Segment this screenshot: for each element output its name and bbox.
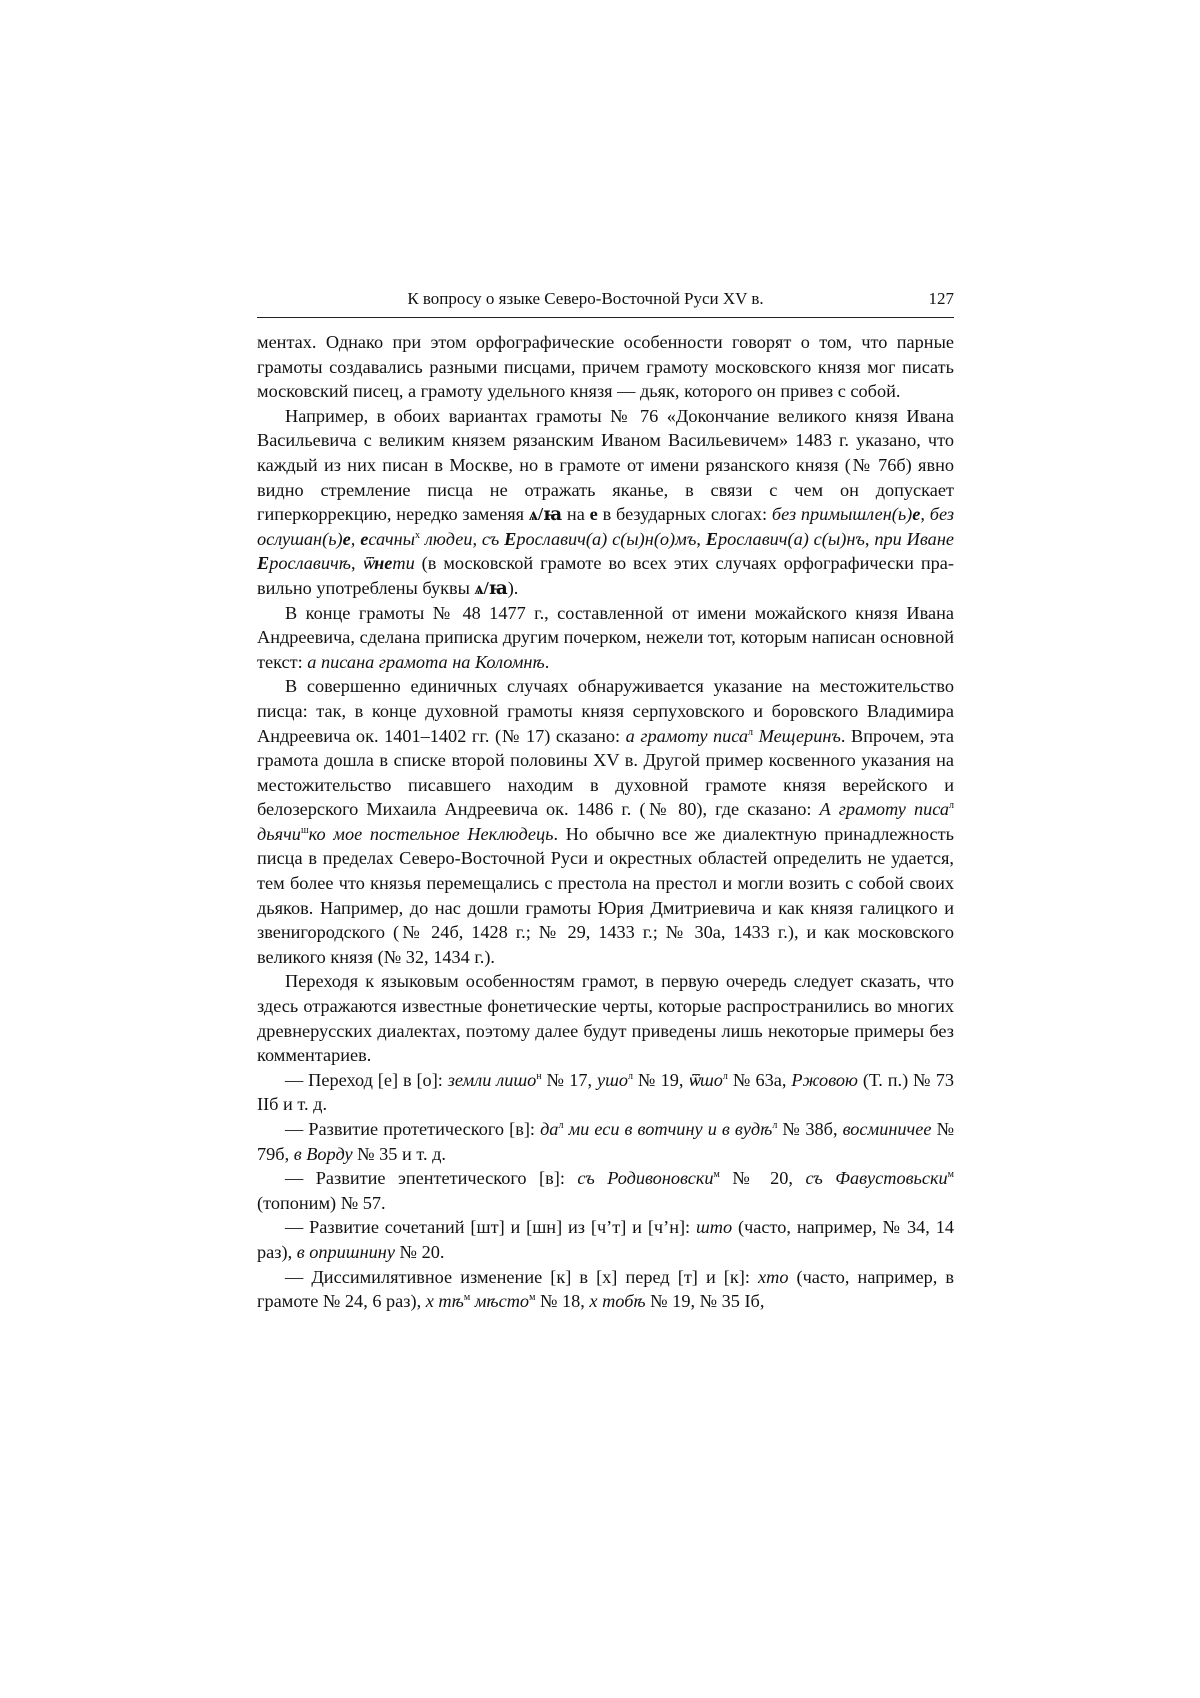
paragraph bbox=[257, 969, 954, 1067]
italic-citation: в Ворду bbox=[293, 1143, 353, 1164]
paragraph bbox=[257, 1166, 954, 1215]
text-run: — Переход [е] в [о]: bbox=[285, 1069, 448, 1090]
bold-italic-letter: Е bbox=[504, 528, 517, 549]
superscript-letter: л bbox=[748, 726, 754, 738]
text-run: в безударных слогах: bbox=[597, 504, 772, 525]
paragraph bbox=[257, 330, 954, 404]
italic-citation: съ Фавустовьски bbox=[805, 1168, 948, 1189]
text-run: № 79б, bbox=[257, 1119, 955, 1164]
running-title: К вопросу о языке Северо-Восточной Руси XV в. bbox=[407, 289, 764, 308]
text-run: № 19, № 35 Iб, bbox=[645, 1291, 765, 1312]
paragraph bbox=[257, 404, 954, 601]
bold-letter: ѧ/ꙗ bbox=[474, 577, 508, 598]
italic-citation: што bbox=[696, 1217, 733, 1238]
bold-italic-letter: не bbox=[374, 553, 393, 574]
italic-citation: Ржовою bbox=[791, 1069, 858, 1090]
text-run: В совершенно единичных случаях обнаруживается указание на местожительство писца: так, в конце духовной грамоты князя серпуховского и боровского Владимира Андреевича ок. 1401–1402 гг. (№ 17) сказано: bbox=[257, 676, 954, 746]
text-run: (в московской грамоте во всех этих случаях орфографически правильно употреблены буквы bbox=[257, 553, 955, 598]
text-run: . Впрочем, эта грамота дошла в списке второй половины XV в. Другой пример косвенного указания на местожительство писавшего находим в духовной грамоте князя верейского и белозерского Михаила Андреевича ок. 1486 г. (№ 80), где сказано: bbox=[257, 725, 954, 820]
bold-italic-letter: Е bbox=[257, 553, 270, 574]
text-run: № 20, bbox=[719, 1168, 806, 1189]
italic-citation: ушо bbox=[596, 1069, 629, 1090]
italic-citation: х тѣ bbox=[425, 1291, 464, 1312]
text-run: — Развитие эпентетического [в]: bbox=[285, 1168, 578, 1189]
superscript-letter: м bbox=[463, 1292, 471, 1304]
italic-citation: да bbox=[540, 1119, 559, 1139]
text-run: . bbox=[544, 651, 550, 672]
italic-citation: ѿ bbox=[362, 553, 375, 574]
text-run: № 38б, bbox=[777, 1119, 843, 1139]
text-run: на bbox=[562, 504, 590, 525]
italic-citation: а писана грамота на Коломнѣ bbox=[307, 651, 545, 672]
italic-citation: в опришнину bbox=[296, 1241, 395, 1262]
text-run: . Но обычно все же диалектную принадлежность писца в пределах Северо-Восточной Руси и окрестных областей определить не удается, тем более что князья перемещались с престола на престол и могли возить с собой своих дьяков. Например, до нас дошли грамоты Юрия Дмитриевича и как князя галицкого и звенигородского (№ 24б, 1428 г.; № 29, 1433 г.; № 30а, 1433 г.), и как московского великого князя (№ 32, 1434 г.). bbox=[257, 823, 954, 967]
text-run: (часто, например, № 34, 14 раз), bbox=[257, 1217, 955, 1262]
paragraph bbox=[257, 674, 954, 969]
italic-citation: ти bbox=[392, 553, 415, 574]
bold-letter: ѧ/ꙗ bbox=[528, 504, 563, 525]
superscript-letter: м bbox=[947, 1169, 954, 1181]
italic-citation: х тобѣ bbox=[589, 1291, 646, 1312]
superscript-letter: л bbox=[558, 1120, 564, 1131]
bold-italic-letter: е bbox=[342, 528, 351, 549]
paragraph bbox=[257, 1215, 954, 1264]
italic-citation: без ослушан(ь) bbox=[257, 504, 954, 549]
text-run: (Т. п.) № 73 IIб и т. д. bbox=[257, 1069, 954, 1115]
bold-italic-letter: е bbox=[360, 528, 369, 549]
text-run: № 20. bbox=[394, 1241, 445, 1262]
italic-citation: при Иване bbox=[874, 528, 955, 549]
italic-citation: ко мое постельное Неклюдець bbox=[308, 823, 554, 844]
text-run: — Развитие протетического [в]: bbox=[285, 1119, 541, 1139]
body-text bbox=[257, 330, 954, 1314]
text-run: , bbox=[350, 553, 363, 574]
text-run: № 18, bbox=[535, 1291, 590, 1312]
text-run: Переходя к языковым особенностям грамот, в первую очередь следует сказать, что здесь отражаются известные фонетические черты, которые распространились во многих древнерусских диалектах, поэтому далее будут приведены лишь некоторые примеры без комментариев. bbox=[257, 971, 954, 1066]
italic-citation: дьячи bbox=[257, 823, 301, 844]
italic-citation: ми еси в вотчину и в вудѣ bbox=[563, 1119, 773, 1139]
italic-citation: съ Родивоновски bbox=[577, 1168, 714, 1189]
text-run: ментах. Однако при этом орфографические особенности говорят о том, что парные грамоты создавались разными писцами, причем грамоту московского князя мог писать московский писец, а грамоту удельного князя — дьяк, которого он привез с собой. bbox=[257, 332, 954, 402]
text-run: ). bbox=[507, 577, 519, 598]
text-run: № 17, bbox=[541, 1069, 597, 1090]
italic-citation: мѣсто bbox=[470, 1291, 530, 1312]
italic-citation: людеи, съ bbox=[420, 528, 505, 549]
text-run: Например, в обоих вариантах грамоты № 76 «Докончание великого князя Ивана Васильевича с великим князем рязанским Иваном Васильевичем» 1483 г. указано, что каждый из них писан в Москве, но в грамоте от имени рязанского князя (№ 76б) явно видно стремление писца не отражать яканье, в связи с чем он допускает гиперкоррекцию, нередко заменяя bbox=[257, 405, 954, 525]
text-run: № 19, bbox=[633, 1069, 689, 1090]
italic-citation: без примышлен(ь) bbox=[771, 504, 913, 525]
superscript-letter: л bbox=[628, 1070, 634, 1082]
superscript-letter: н bbox=[536, 1070, 542, 1082]
italic-citation: сачны bbox=[368, 528, 416, 549]
italic-citation: , bbox=[920, 504, 930, 525]
document-page bbox=[257, 287, 954, 1314]
superscript-letter: л bbox=[772, 1120, 778, 1131]
bold-italic-letter: е bbox=[912, 504, 921, 525]
text-run: — Диссимилятивное изменение [к] в [х] перед [т] и [к]: bbox=[285, 1266, 758, 1287]
italic-citation: рославичѣ bbox=[269, 553, 351, 574]
paragraph bbox=[257, 601, 954, 675]
superscript-letter: м bbox=[713, 1169, 720, 1181]
paragraph bbox=[257, 1068, 954, 1117]
text-run: , bbox=[696, 528, 706, 549]
text-run: (топоним) № 57. bbox=[257, 1192, 386, 1213]
text-run: № 63а, bbox=[727, 1069, 792, 1090]
italic-citation: а грамоту писа bbox=[625, 725, 749, 746]
italic-citation: ѿшо bbox=[688, 1069, 723, 1090]
italic-citation: хто bbox=[758, 1266, 789, 1287]
superscript-letter: х bbox=[415, 529, 421, 541]
running-header bbox=[257, 287, 954, 318]
text-run: , bbox=[864, 528, 875, 549]
text-run: В конце грамоты № 48 1477 г., составленной от имени можайского князя Ивана Андреевича, сделана приписка другим почерком, нежели тот, которым написан основной текст: bbox=[257, 602, 954, 672]
paragraph bbox=[257, 1265, 954, 1314]
bold-letter: е bbox=[589, 504, 598, 525]
superscript-letter: л bbox=[722, 1070, 728, 1082]
italic-citation: , bbox=[350, 528, 361, 549]
italic-citation: Мещеринъ bbox=[753, 725, 841, 746]
italic-citation: А грамоту писа bbox=[819, 799, 950, 820]
text-run: (часто, например, в грамоте № 24, 6 раз), bbox=[257, 1266, 955, 1312]
text-run: № 35 и т. д. bbox=[352, 1143, 446, 1164]
superscript-letter: ш bbox=[300, 824, 309, 836]
italic-citation: восминичее bbox=[842, 1119, 932, 1139]
text-run: — Развитие сочетаний [шт] и [шн] из [ч’т] и [ч’н]: bbox=[285, 1217, 696, 1238]
bold-italic-letter: Е bbox=[705, 528, 718, 549]
italic-citation: земли лишо bbox=[447, 1069, 537, 1090]
page-number: 127 bbox=[928, 289, 954, 308]
superscript-letter: м bbox=[529, 1292, 536, 1304]
italic-citation: рославич(а) с(ы)нъ bbox=[717, 528, 865, 549]
superscript-letter: л bbox=[949, 800, 955, 812]
italic-citation: рославич(а) с(ы)н(о)мъ bbox=[516, 528, 697, 549]
paragraph bbox=[257, 1117, 954, 1166]
